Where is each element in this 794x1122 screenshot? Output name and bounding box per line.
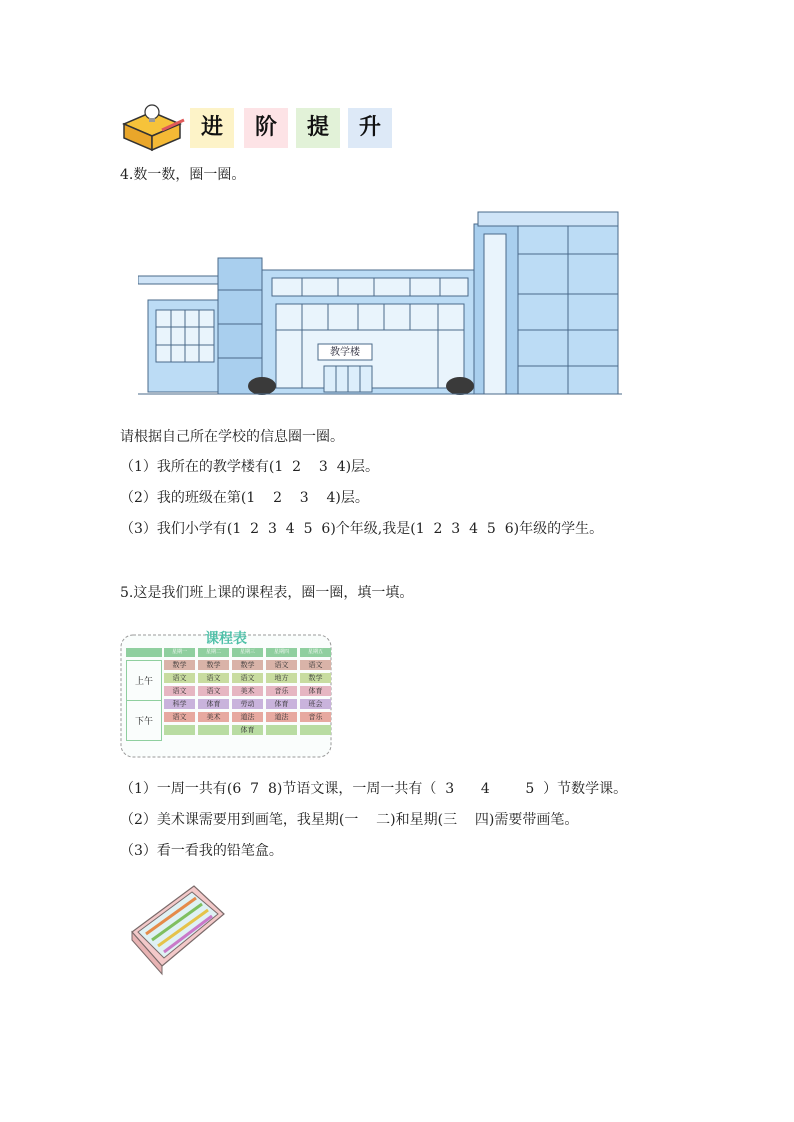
- banner-char-4: [348, 108, 392, 148]
- schedule-cell: 数学: [198, 660, 229, 670]
- schedule-cell: 语文: [198, 673, 229, 683]
- q4-title: 4.数一数，圈一圈。: [120, 167, 246, 183]
- schedule-cell: [198, 725, 229, 735]
- schedule-cell: [164, 725, 195, 735]
- schedule-day-header: 星期三: [232, 648, 263, 657]
- schedule-title: 课程表: [205, 631, 247, 647]
- schedule-cell: 语文: [266, 660, 297, 670]
- q5-item-2: （2）美术课需要用到画笔，我星期(一 二)和星期(三 四)需要带画笔。: [120, 812, 579, 828]
- q4-item-3: （3）我们小学有(1 2 3 4 5 6)个年级,我是(1 2 3 4 5 6)年级的学生。: [120, 521, 604, 537]
- schedule-table: [120, 628, 332, 758]
- q5-item-3: （3）看一看我的铅笔盒。: [120, 843, 283, 859]
- schedule-cell: 语文: [164, 673, 195, 683]
- q4-item-2: （2）我的班级在第(1 2 3 4)层。: [120, 490, 369, 506]
- q4-intro: 请根据自己所在学校的信息圈一圈。: [120, 429, 344, 445]
- schedule-cell: 音乐: [300, 712, 331, 722]
- schedule-cell: 语文: [232, 673, 263, 683]
- banner-text-2: 阶: [254, 115, 277, 140]
- schedule-cell: 音乐: [266, 686, 297, 696]
- school-building-illustration: [138, 206, 622, 398]
- banner-char-1: [190, 108, 234, 148]
- section-banner: [118, 102, 408, 152]
- schedule-cell: 语文: [164, 686, 195, 696]
- schedule-cell: 班会: [300, 699, 331, 709]
- banner-text-3: 提: [306, 115, 329, 140]
- schedule-day-header: 星期四: [266, 648, 297, 657]
- schedule-cell: 道法: [232, 712, 263, 722]
- schedule-morning-label: 上午: [126, 660, 162, 701]
- schedule-cell: [300, 725, 331, 735]
- schedule-cell: [266, 725, 297, 735]
- schedule-cell: 体育: [232, 725, 263, 735]
- banner-text-4: 升: [358, 115, 381, 140]
- schedule-cell: 语文: [300, 660, 331, 670]
- schedule-cell: 语文: [164, 712, 195, 722]
- schedule-cell: 体育: [266, 699, 297, 709]
- schedule-cell: 地方: [266, 673, 297, 683]
- schedule-cell: 美术: [198, 712, 229, 722]
- schedule-cell: 科学: [164, 699, 195, 709]
- schedule-cell: 语文: [198, 686, 229, 696]
- pencil-case-illustration: [128, 878, 228, 978]
- q5-title: 5.这是我们班上课的课程表，圈一圈，填一填。: [120, 585, 414, 601]
- schedule-cell: 道法: [266, 712, 297, 722]
- banner-text-1: 进: [200, 115, 223, 140]
- q5-item-1: （1）一周一共有(6 7 8)节语文课，一周一共有（ 3 4 5 ）节数学课。: [120, 781, 628, 797]
- schedule-cell: 体育: [198, 699, 229, 709]
- schedule-cell: 数学: [232, 660, 263, 670]
- schedule-day-header: 星期一: [164, 648, 195, 657]
- schedule-cell: 数学: [300, 673, 331, 683]
- building-sign: 教学楼: [330, 347, 360, 358]
- schedule-cell: 劳动: [232, 699, 263, 709]
- schedule-cell: 美术: [232, 686, 263, 696]
- banner-char-3: [296, 108, 340, 148]
- schedule-cell: 数学: [164, 660, 195, 670]
- lightbulb-box-icon: [118, 102, 190, 152]
- banner-char-2: [244, 108, 288, 148]
- schedule-day-header: 星期五: [300, 648, 331, 657]
- q4-item-1: （1）我所在的教学楼有(1 2 3 4)层。: [120, 459, 380, 475]
- schedule-afternoon-label: 下午: [126, 700, 162, 741]
- schedule-corner-cell: [126, 648, 162, 657]
- schedule-cell: 体育: [300, 686, 331, 696]
- schedule-day-header: 星期二: [198, 648, 229, 657]
